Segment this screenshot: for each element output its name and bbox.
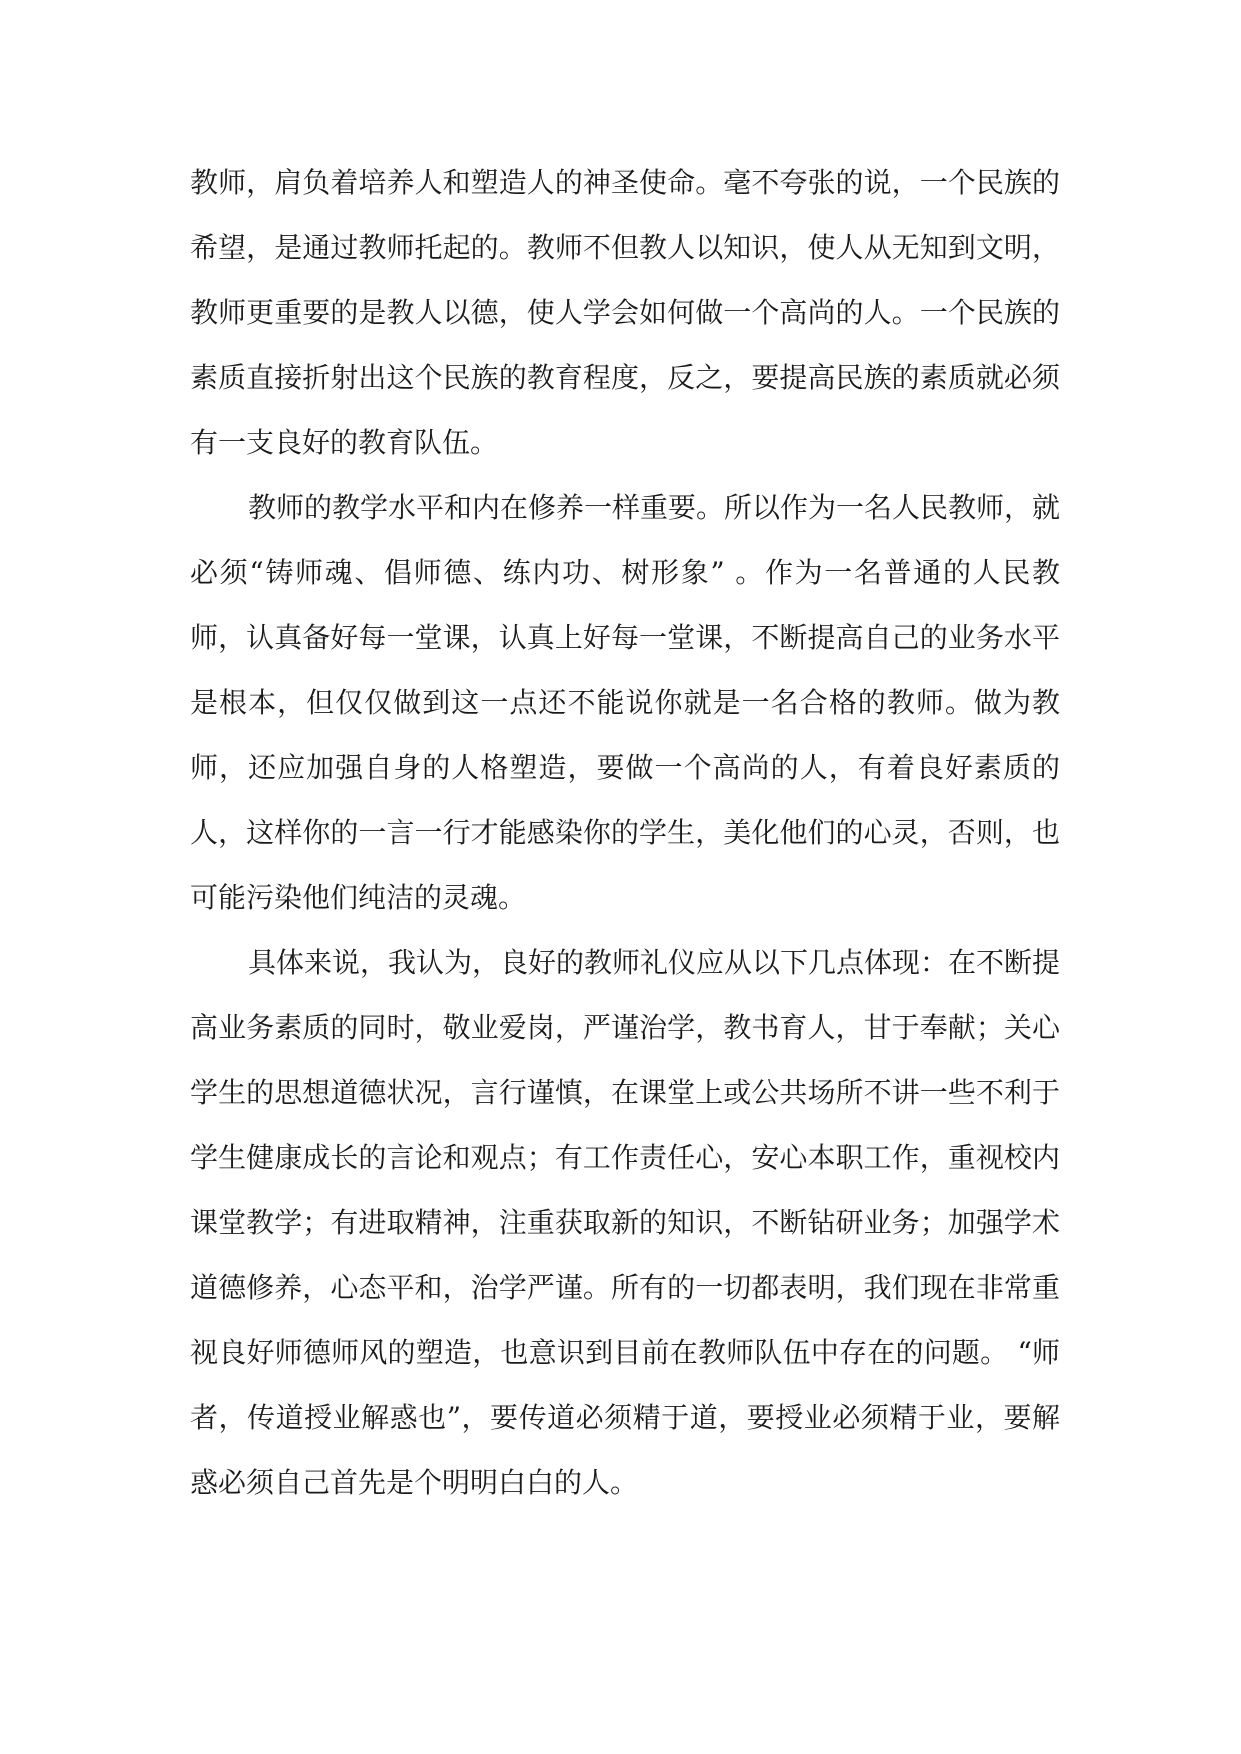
paragraph-3: 具体来说，我认为，良好的教师礼仪应从以下几点体现：在不断提高业务素质的同时，敬业爱岗，严谨治学，教书育人，甘于奉献；关心学生的思想道德状况，言行谨慎，在课堂上或公共场所不讲一些不利于学生健康成长的言论和观点；有工作责任心，安心本职工作，重视校内课堂教学；有进取精神，注重获取新的知识，不断钻研业务；加强学术道德修养，心态平和，治学严谨。所有的一切都表明，我们现在非常重视良好师德师风的塑造，也意识到目前在教师队伍中存在的问题。 “师者，传道授业解惑也”，要传道必须精于道，要授业必须精于业，要解惑必须自己首先是个明明白白的人。 <box>190 946 1061 1499</box>
paragraph-1: 教师，肩负着培养人和塑造人的神圣使命。毫不夸张的说，一个民族的希望，是通过教师托起的。教师不但教人以知识，使人从无知到文明，教师更重要的是教人以德，使人学会如何做一个高尚的人。一个民族的素质直接折射出这个民族的教育程度，反之，要提高民族的素质就必须有一支良好的教育队伍。 <box>190 166 1060 459</box>
document-body <box>190 150 1060 1515</box>
paragraph-2: 教师的教学水平和内在修养一样重要。所以作为一名人民教师，就必须“铸师魂、倡师德、练内功、树形象” 。作为一名普通的人民教师，认真备好每一堂课，认真上好每一堂课，不断提高自己的业务水平是根本，但仅仅做到这一点还不能说你就是一名合格的教师。做为教师，还应加强自身的人格塑造，要做一个高尚的人，有着良好素质的人，这样你的一言一行才能感染你的学生，美化他们的心灵，否则，也可能污染他们纯洁的灵魂。 <box>190 491 1061 914</box>
